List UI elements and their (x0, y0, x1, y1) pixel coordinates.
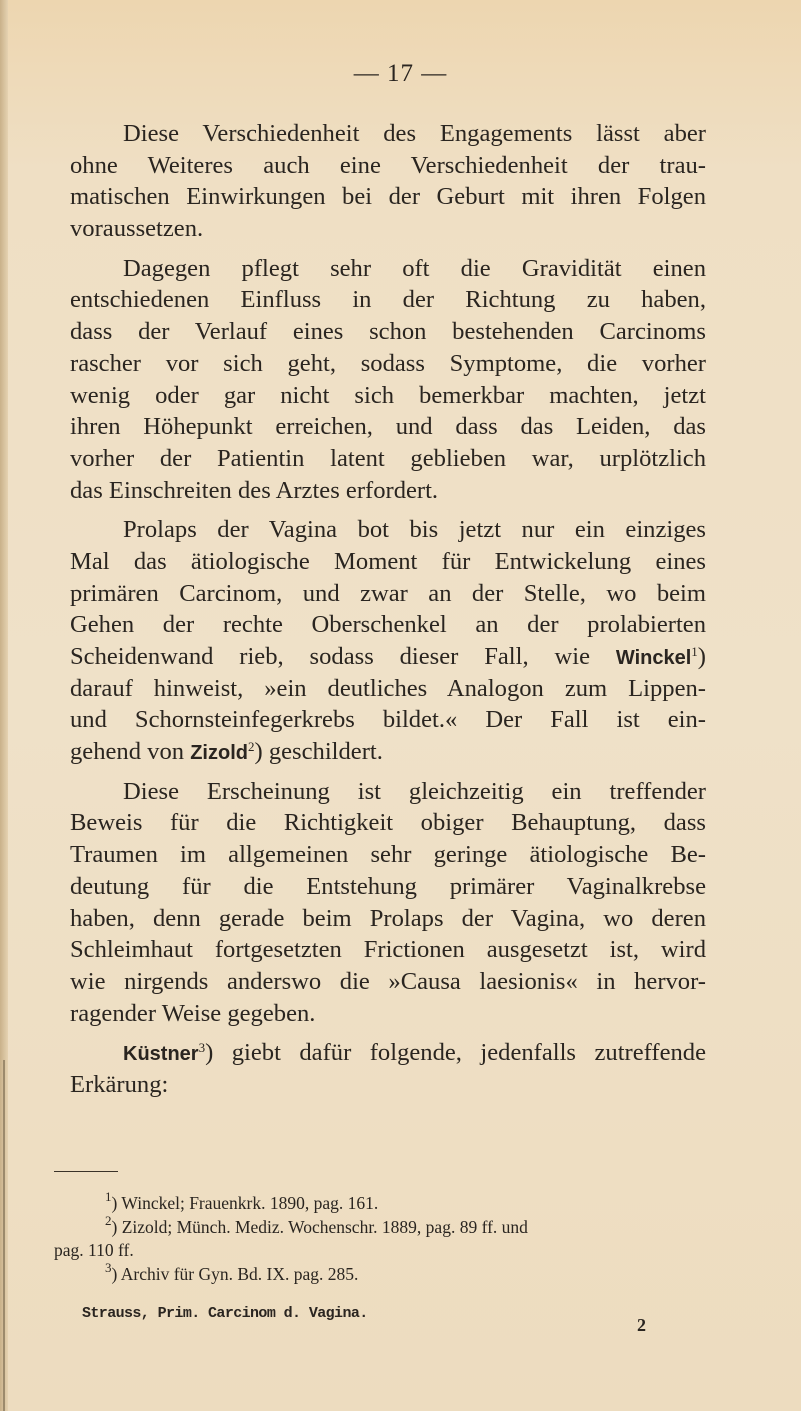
footnote-divider (54, 1171, 118, 1172)
footnotes (54, 1189, 694, 1286)
text-line: Schleimhaut fortgesetzten Frictionen ausgesetzt ist, wird (70, 936, 706, 964)
text-line: rascher vor sich geht, sodass Symptome, die vorher (70, 349, 706, 377)
text-line: Erkärung: (70, 1070, 169, 1098)
text-line: darauf hinweist, »ein deutliches Analogon zum Lippen- (70, 674, 706, 702)
footnote-continuation: pag. 110 ff. (54, 1240, 134, 1260)
text-line: matischen Einwirkungen bei der Geburt mit ihren Folgen (70, 183, 706, 211)
footnote-ref: 1 (691, 644, 698, 659)
author-name: Zizold (190, 742, 248, 765)
footnote: $^2$) Zizold; Münch. Mediz. Wochenschr. 1889, pag. 89 ff. und (105, 1212, 528, 1237)
text-line: Mal das ätiologische Moment für Entwickelung eines (70, 547, 706, 575)
sheet-number: 2 (637, 1315, 646, 1335)
text-line: wie nirgends anderswo die »Causa laesionis« in hervor- (70, 967, 706, 995)
text-line: dass der Verlauf eines schon bestehenden Carcinoms (70, 318, 706, 346)
author-name: Winckel (615, 647, 692, 669)
footnote-ref: 2 (247, 739, 255, 755)
text-line: Beweis für die Richtigkeit obiger Behauptung, dass (70, 809, 706, 837)
text-line: wenig oder gar nicht sich bemerkbar machten, jetzt (70, 381, 706, 409)
text-line: und Schornsteinfegerkrebs bildet.« Der Fall ist ein- (70, 706, 706, 734)
text-line: ihren Höhepunkt erreichen, und dass das Leiden, das (70, 413, 706, 441)
text-line: haben, denn gerade beim Prolaps der Vagina, wo deren (70, 904, 706, 932)
text-line: deutung für die Entstehung primärer Vaginalkrebse (70, 872, 706, 900)
body-text (70, 118, 706, 1101)
text-line: vorher der Patientin latent geblieben war, urplötzlich (70, 444, 706, 472)
text-line: ohne Weiteres auch eine Verschiedenheit der trau- (70, 151, 706, 179)
text-line: primären Carcinom, und zwar an der Stelle, wo beim (70, 579, 706, 607)
text-line: Gehen der rechte Oberschenkel an der prolabierten (70, 611, 706, 639)
text-line: entschiedenen Einfluss in der Richtung zu haben, (70, 286, 706, 314)
text-line: gehend von Zizold$^2$) geschildert. (70, 738, 383, 766)
text-line: Traumen im allgemeinen sehr geringe ätiologische Be- (70, 841, 706, 869)
page-number: — 17 — (353, 60, 448, 87)
footnote: $^1$) Winckel; Frauenkrk. 1890, pag. 161. (105, 1189, 379, 1213)
text-line: Scheidenwand rieb, sodass dieser Fall, wie Winckel$^1$) (70, 643, 706, 670)
text-line: Dagegen pflegt sehr oft die Gravidität einen (123, 254, 706, 282)
author-name: Küstner (123, 1043, 199, 1066)
text-line: Prolaps der Vagina bot bis jetzt nur ein einziges (123, 516, 706, 544)
text-line: das Einschreiten des Arztes erfordert. (70, 476, 439, 504)
footnote-ref: 3 (198, 1040, 206, 1056)
page-edge-line (3, 1060, 5, 1411)
text-line: Diese Erscheinung ist gleichzeitig ein treffender (123, 777, 706, 805)
text-line: ragender Weise gegeben. (70, 999, 316, 1027)
footnote: $^3$) Archiv für Gyn. Bd. IX. pag. 285. (105, 1259, 359, 1284)
text-line: Diese Verschiedenheit des Engagements lässt aber (123, 120, 706, 147)
text-line: Küstner$^3$) giebt dafür folgende, jedenfalls zutreffende (123, 1039, 706, 1067)
text-line: voraussetzen. (70, 215, 204, 243)
signature-line: Strauss, Prim. Carcinom d. Vagina. (82, 1305, 368, 1322)
